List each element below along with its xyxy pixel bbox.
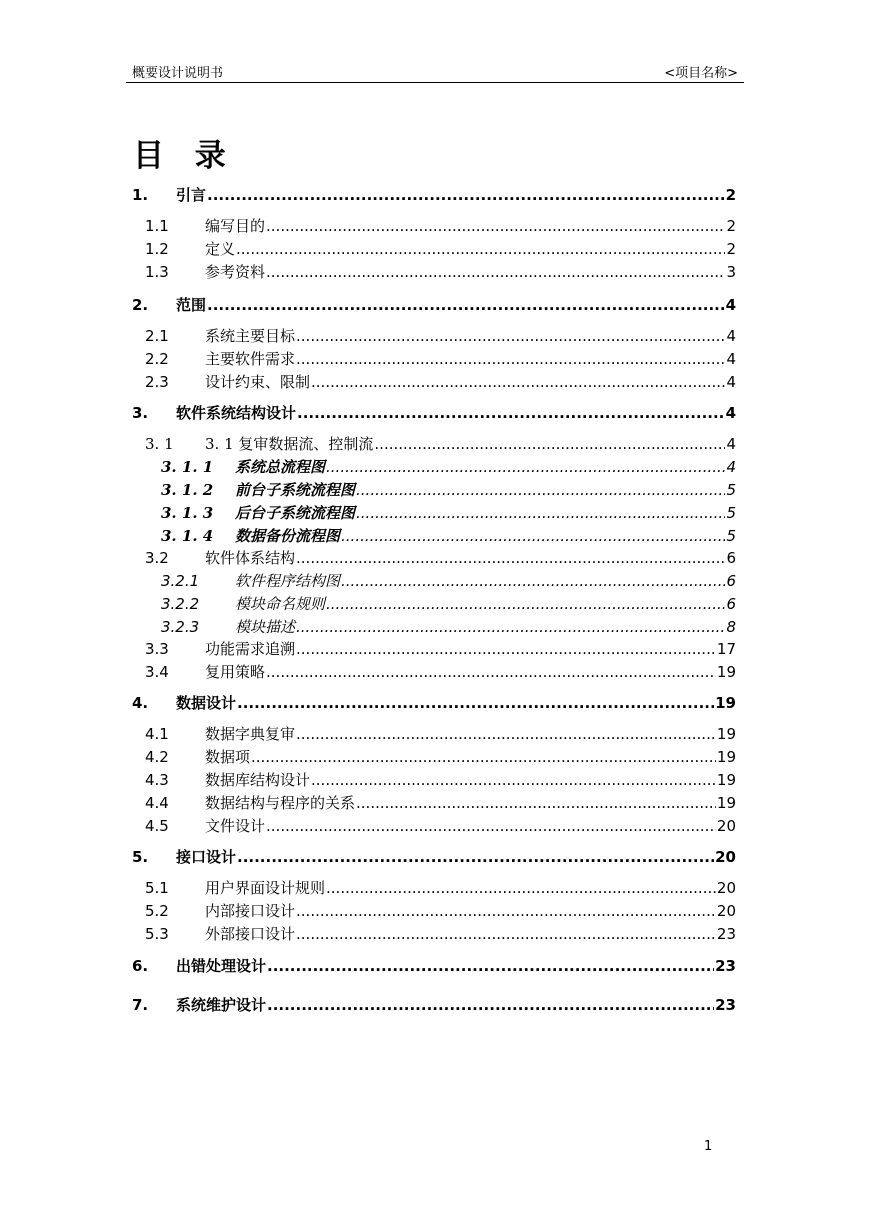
toc-entry-label: 数据结构与程序的关系 xyxy=(205,794,356,812)
toc-entry-number: 4.5 xyxy=(145,817,169,835)
toc-entry[interactable] xyxy=(145,661,736,682)
toc-entry-page: 19 xyxy=(715,694,736,712)
toc-entry-page: 6 xyxy=(726,549,736,567)
toc-entry-number: 3. 1. 1 xyxy=(161,458,214,476)
toc-entry-label: 内部接口设计 xyxy=(205,902,296,920)
toc-leader-dots xyxy=(207,296,725,314)
toc-entry-page: 2 xyxy=(725,186,736,204)
toc-leader-dots xyxy=(311,771,716,789)
toc-entry-page: 4 xyxy=(725,404,736,422)
toc-entry-number: 5.2 xyxy=(145,902,169,920)
toc-leader-dots xyxy=(341,527,725,545)
toc-leader-dots xyxy=(296,902,716,920)
toc-entry-number: 3.2 xyxy=(145,549,169,567)
toc-entry-number: 4.1 xyxy=(145,725,169,743)
toc-leader-dots xyxy=(326,879,716,897)
toc-entry-label: 出错处理设计 xyxy=(176,957,267,975)
toc-entry[interactable] xyxy=(145,638,736,659)
toc-entry-page: 5 xyxy=(726,527,736,545)
toc-entry[interactable] xyxy=(161,570,736,591)
toc-entry-label: 定义 xyxy=(205,240,236,258)
toc-entry-page: 20 xyxy=(715,848,736,866)
toc-entry-label: 设计约束、限制 xyxy=(205,373,311,391)
toc-entry-label: 参考资料 xyxy=(205,263,266,281)
toc-entry-number: 3.4 xyxy=(145,663,169,681)
toc-entry[interactable] xyxy=(132,402,736,423)
toc-entry-number: 3.3 xyxy=(145,640,169,658)
toc-entry-number: 1.3 xyxy=(145,263,169,281)
toc-entry-label: 外部接口设计 xyxy=(205,925,296,943)
toc-leader-dots xyxy=(326,458,725,476)
toc-entry[interactable] xyxy=(145,348,736,369)
toc-entry-number: 5.3 xyxy=(145,925,169,943)
toc-leader-dots xyxy=(356,481,725,499)
toc-entry-label: 数据字典复审 xyxy=(205,725,296,743)
toc-entry-label: 系统维护设计 xyxy=(176,996,267,1014)
header-project-name: <项目名称> xyxy=(664,66,738,81)
toc-entry[interactable] xyxy=(145,371,736,392)
toc-entry[interactable] xyxy=(161,502,736,523)
toc-entry-page: 19 xyxy=(716,748,736,766)
toc-entry-label: 数据设计 xyxy=(176,694,237,712)
toc-entry-page: 20 xyxy=(716,817,736,835)
toc-entry[interactable] xyxy=(161,456,736,477)
toc-leader-dots xyxy=(341,572,725,590)
toc-entry[interactable] xyxy=(145,261,736,282)
toc-entry-label: 后台子系统流程图 xyxy=(235,504,356,522)
toc-entry-label: 文件设计 xyxy=(205,817,266,835)
toc-leader-dots xyxy=(296,725,716,743)
toc-title: 目 录 xyxy=(133,138,236,174)
toc-entry-page: 6 xyxy=(726,595,736,613)
toc-entry[interactable] xyxy=(145,877,736,898)
toc-entry-page: 19 xyxy=(716,725,736,743)
toc-entry-label: 模块命名规则 xyxy=(235,595,326,613)
toc-leader-dots xyxy=(266,263,725,281)
header-document-title: 概要设计说明书 xyxy=(132,66,224,81)
toc-leader-dots xyxy=(236,240,725,258)
toc-entry-number: 5.1 xyxy=(145,879,169,897)
toc-entry[interactable] xyxy=(161,479,736,500)
toc-entry-number: 3. xyxy=(132,404,149,422)
toc-entry-page: 20 xyxy=(716,902,736,920)
toc-entry-label: 数据备份流程图 xyxy=(235,527,341,545)
toc-entry[interactable] xyxy=(132,955,736,976)
toc-entry-number: 6. xyxy=(132,957,149,975)
toc-entry[interactable] xyxy=(132,846,736,867)
toc-entry-number: 2.1 xyxy=(145,327,169,345)
toc-entry[interactable] xyxy=(161,593,736,614)
toc-entry-page: 17 xyxy=(716,640,736,658)
toc-entry[interactable] xyxy=(132,184,736,205)
toc-leader-dots xyxy=(311,373,725,391)
toc-leader-dots xyxy=(356,504,725,522)
toc-entry-number: 4.2 xyxy=(145,748,169,766)
toc-entry[interactable] xyxy=(145,769,736,790)
toc-entry[interactable] xyxy=(161,525,736,546)
toc-entry-page: 19 xyxy=(716,771,736,789)
toc-leader-dots xyxy=(267,957,714,975)
toc-entry[interactable] xyxy=(145,792,736,813)
toc-entry-page: 20 xyxy=(716,879,736,897)
toc-entry-page: 3 xyxy=(726,263,736,281)
toc-entry-number: 4.3 xyxy=(145,771,169,789)
toc-leader-dots xyxy=(296,925,716,943)
toc-entry-label: 前台子系统流程图 xyxy=(235,481,356,499)
toc-entry-label: 功能需求追溯 xyxy=(205,640,296,658)
toc-leader-dots xyxy=(251,748,716,766)
toc-entry[interactable] xyxy=(161,616,736,637)
toc-entry[interactable] xyxy=(145,900,736,921)
toc-entry-number: 3.2.2 xyxy=(161,595,200,613)
toc-entry-number: 2.2 xyxy=(145,350,169,368)
toc-entry-number: 7. xyxy=(132,996,149,1014)
toc-leader-dots xyxy=(296,618,725,636)
toc-leader-dots xyxy=(266,663,716,681)
toc-entry-number: 1. xyxy=(132,186,149,204)
toc-entry[interactable] xyxy=(145,815,736,836)
toc-entry-label: 接口设计 xyxy=(176,848,237,866)
toc-entry[interactable] xyxy=(145,215,736,236)
toc-entry-page: 23 xyxy=(715,996,736,1014)
toc-entry-page: 5 xyxy=(726,481,736,499)
toc-entry-label: 用户界面设计规则 xyxy=(205,879,326,897)
toc-entry-page: 4 xyxy=(726,327,736,345)
toc-entry-page: 2 xyxy=(726,217,736,235)
toc-entry-page: 23 xyxy=(716,925,736,943)
toc-entry-page: 4 xyxy=(726,373,736,391)
toc-leader-dots xyxy=(296,350,725,368)
toc-entry[interactable] xyxy=(132,692,736,713)
toc-entry-label: 系统主要目标 xyxy=(205,327,296,345)
toc-entry-number: 4.4 xyxy=(145,794,169,812)
toc-entry-label: 引言 xyxy=(176,186,207,204)
toc-entry[interactable] xyxy=(145,433,736,454)
toc-entry[interactable] xyxy=(145,238,736,259)
toc-entry-label: 复用策略 xyxy=(205,663,266,681)
toc-entry-number: 2.3 xyxy=(145,373,169,391)
toc-entry[interactable] xyxy=(145,547,736,568)
toc-entry-page: 23 xyxy=(715,957,736,975)
toc-entry-label: 范围 xyxy=(176,296,207,314)
toc-leader-dots xyxy=(237,694,714,712)
toc-leader-dots xyxy=(296,327,725,345)
toc-entry-page: 2 xyxy=(726,240,736,258)
toc-entry-label: 编写目的 xyxy=(205,217,266,235)
toc-leader-dots xyxy=(297,404,725,422)
toc-leader-dots xyxy=(326,595,725,613)
toc-entry-page: 19 xyxy=(716,663,736,681)
toc-entry-label: 3. 1 复审数据流、控制流 xyxy=(205,435,374,453)
toc-entry-label: 软件体系结构 xyxy=(205,549,296,567)
toc-entry-number: 2. xyxy=(132,296,149,314)
toc-entry-label: 软件系统结构设计 xyxy=(176,404,297,422)
toc-entry-number: 1.2 xyxy=(145,240,169,258)
toc-entry-page: 8 xyxy=(726,618,736,636)
toc-leader-dots xyxy=(266,817,716,835)
toc-entry-page: 4 xyxy=(725,296,736,314)
toc-leader-dots xyxy=(374,435,725,453)
toc-entry-number: 5. xyxy=(132,848,149,866)
toc-entry-number: 4. xyxy=(132,694,149,712)
toc-leader-dots xyxy=(356,794,716,812)
toc-entry-number: 3.2.3 xyxy=(161,618,200,636)
toc-leader-dots xyxy=(296,640,716,658)
toc-entry-number: 1.1 xyxy=(145,217,169,235)
toc-entry[interactable] xyxy=(132,994,736,1015)
toc-entry-label: 数据项 xyxy=(205,748,251,766)
toc-entry-page: 5 xyxy=(726,504,736,522)
toc-entry-page: 6 xyxy=(726,572,736,590)
toc-entry-label: 模块描述 xyxy=(235,618,296,636)
toc-entry-number: 3. 1. 3 xyxy=(161,504,214,522)
toc-entry[interactable] xyxy=(145,723,736,744)
toc-entry-page: 4 xyxy=(726,435,736,453)
toc-entry-page: 4 xyxy=(726,458,736,476)
toc-leader-dots xyxy=(296,549,725,567)
page-number: 1 xyxy=(704,1139,713,1154)
toc-leader-dots xyxy=(237,848,714,866)
toc-entry[interactable] xyxy=(132,294,736,315)
toc-entry-number: 3. 1. 4 xyxy=(161,527,214,545)
toc-entry-page: 4 xyxy=(726,350,736,368)
toc-entry-label: 主要软件需求 xyxy=(205,350,296,368)
toc-entry-label: 数据库结构设计 xyxy=(205,771,311,789)
toc-entry[interactable] xyxy=(145,746,736,767)
toc-entry-label: 系统总流程图 xyxy=(235,458,326,476)
toc-entry-number: 3. 1. 2 xyxy=(161,481,214,499)
page-header xyxy=(126,62,744,83)
toc-entry-label: 软件程序结构图 xyxy=(235,572,341,590)
toc-entry-number: 3. 1 xyxy=(145,435,174,453)
toc-leader-dots xyxy=(207,186,725,204)
toc-entry[interactable] xyxy=(145,923,736,944)
toc-entry[interactable] xyxy=(145,325,736,346)
toc-entry-number: 3.2.1 xyxy=(161,572,200,590)
toc-leader-dots xyxy=(266,217,725,235)
toc-leader-dots xyxy=(267,996,714,1014)
toc-entry-page: 19 xyxy=(716,794,736,812)
